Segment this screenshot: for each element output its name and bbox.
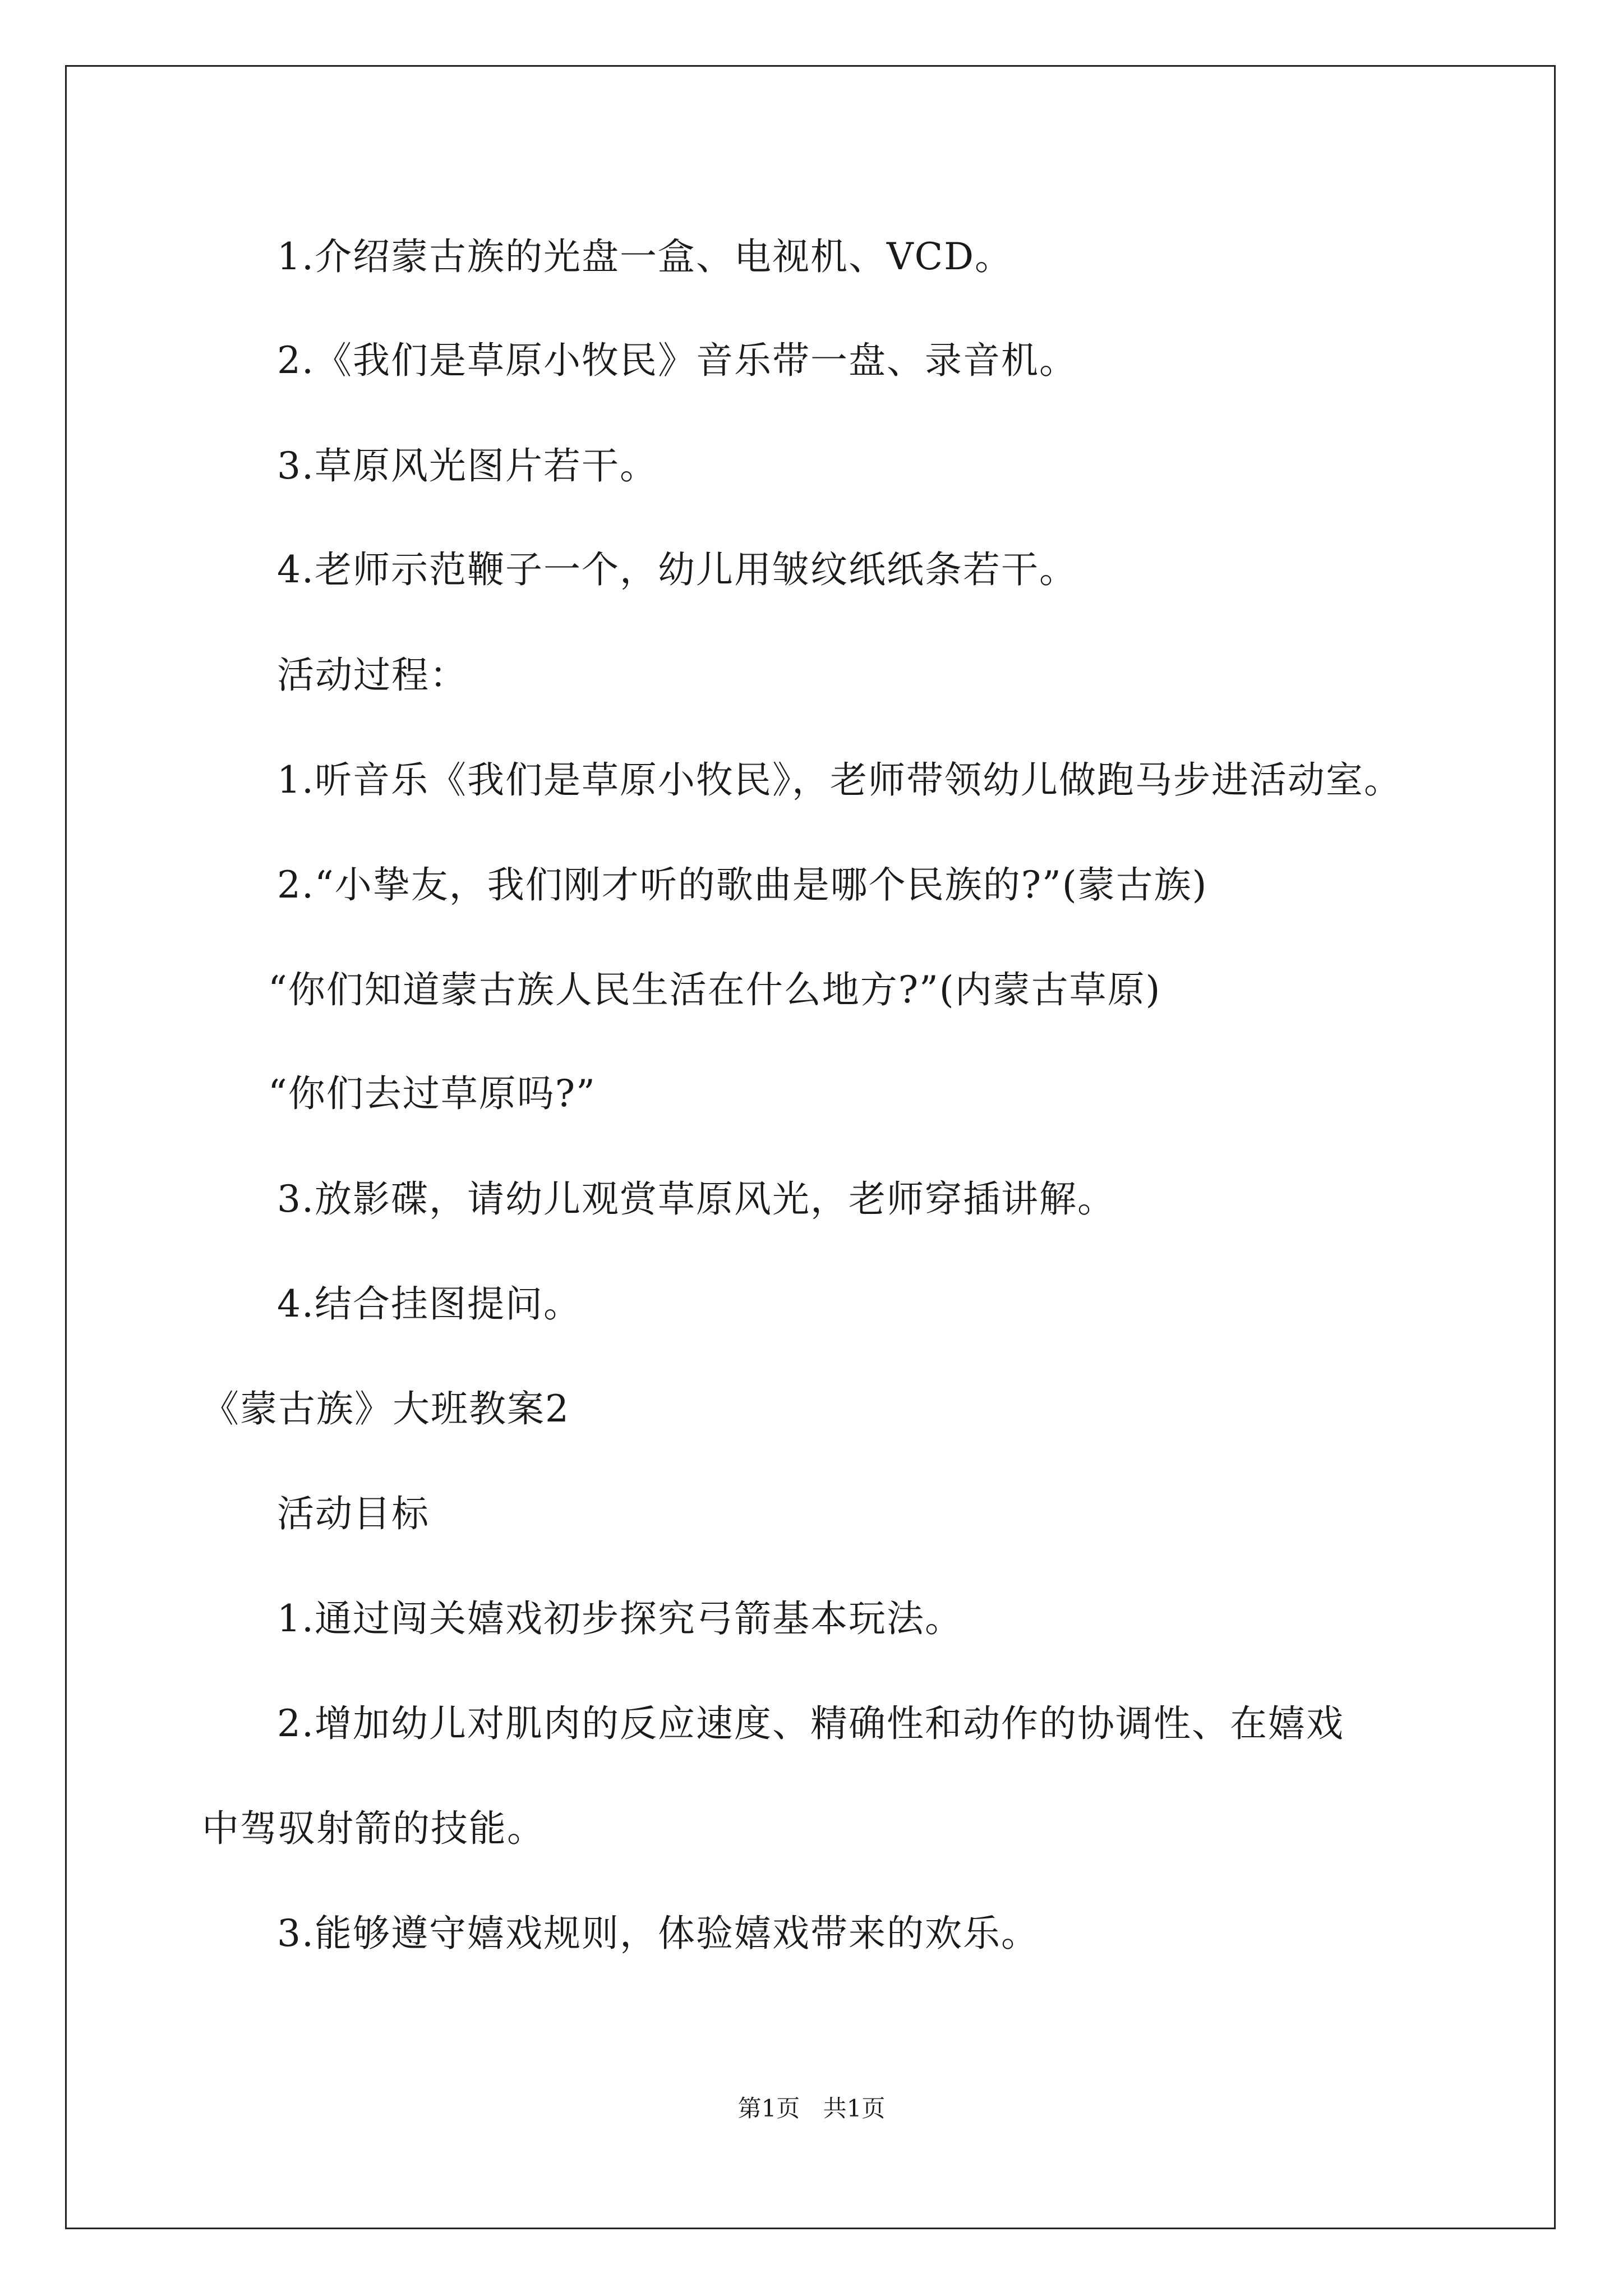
goal-item-3: 3.能够遵守嬉戏规则，体验嬉戏带来的欢乐。 bbox=[277, 1912, 1039, 1955]
goal-item-2-continued: 中驾驭射箭的技能。 bbox=[202, 1807, 545, 1850]
material-item-3: 3.草原风光图片若干。 bbox=[277, 444, 658, 487]
process-question-1: “你们知道蒙古族人民生活在什么地方?”(内蒙古草原) bbox=[268, 968, 1161, 1011]
process-step-2: 2.“小挚友，我们刚才听的歌曲是哪个民族的?”(蒙古族) bbox=[277, 863, 1208, 907]
process-step-1: 1.听音乐《我们是草原小牧民》，老师带领幼儿做跑马步进活动室。 bbox=[277, 758, 1402, 802]
page-number-total: 共1页 bbox=[823, 2095, 886, 2122]
lesson-title: 《蒙古族》大班教案2 bbox=[202, 1387, 570, 1430]
goal-item-2: 2.增加幼儿对肌肉的反应速度、精确性和动作的协调性、在嬉戏 bbox=[277, 1702, 1344, 1745]
material-item-1: 1.介绍蒙古族的光盘一盒、电视机、VCD。 bbox=[277, 235, 1013, 278]
process-step-4: 4.结合挂图提问。 bbox=[277, 1282, 582, 1326]
material-item-4: 4.老师示范鞭子一个，幼儿用皱纹纸纸条若干。 bbox=[277, 548, 1077, 591]
process-step-3: 3.放影碟，请幼儿观赏草原风光，老师穿插讲解。 bbox=[277, 1177, 1115, 1221]
page-footer bbox=[0, 2097, 1623, 2120]
page-border bbox=[65, 65, 1556, 2229]
goal-item-1: 1.通过闯关嬉戏初步探究弓箭基本玩法。 bbox=[277, 1597, 963, 1640]
page-number-current: 第1页 bbox=[737, 2095, 800, 2122]
material-item-2: 2.《我们是草原小牧民》音乐带一盘、录音机。 bbox=[277, 339, 1077, 382]
section-heading-process: 活动过程： bbox=[277, 654, 468, 697]
section-heading-goals: 活动目标 bbox=[277, 1492, 430, 1535]
process-question-2: “你们去过草原吗?” bbox=[268, 1072, 596, 1115]
